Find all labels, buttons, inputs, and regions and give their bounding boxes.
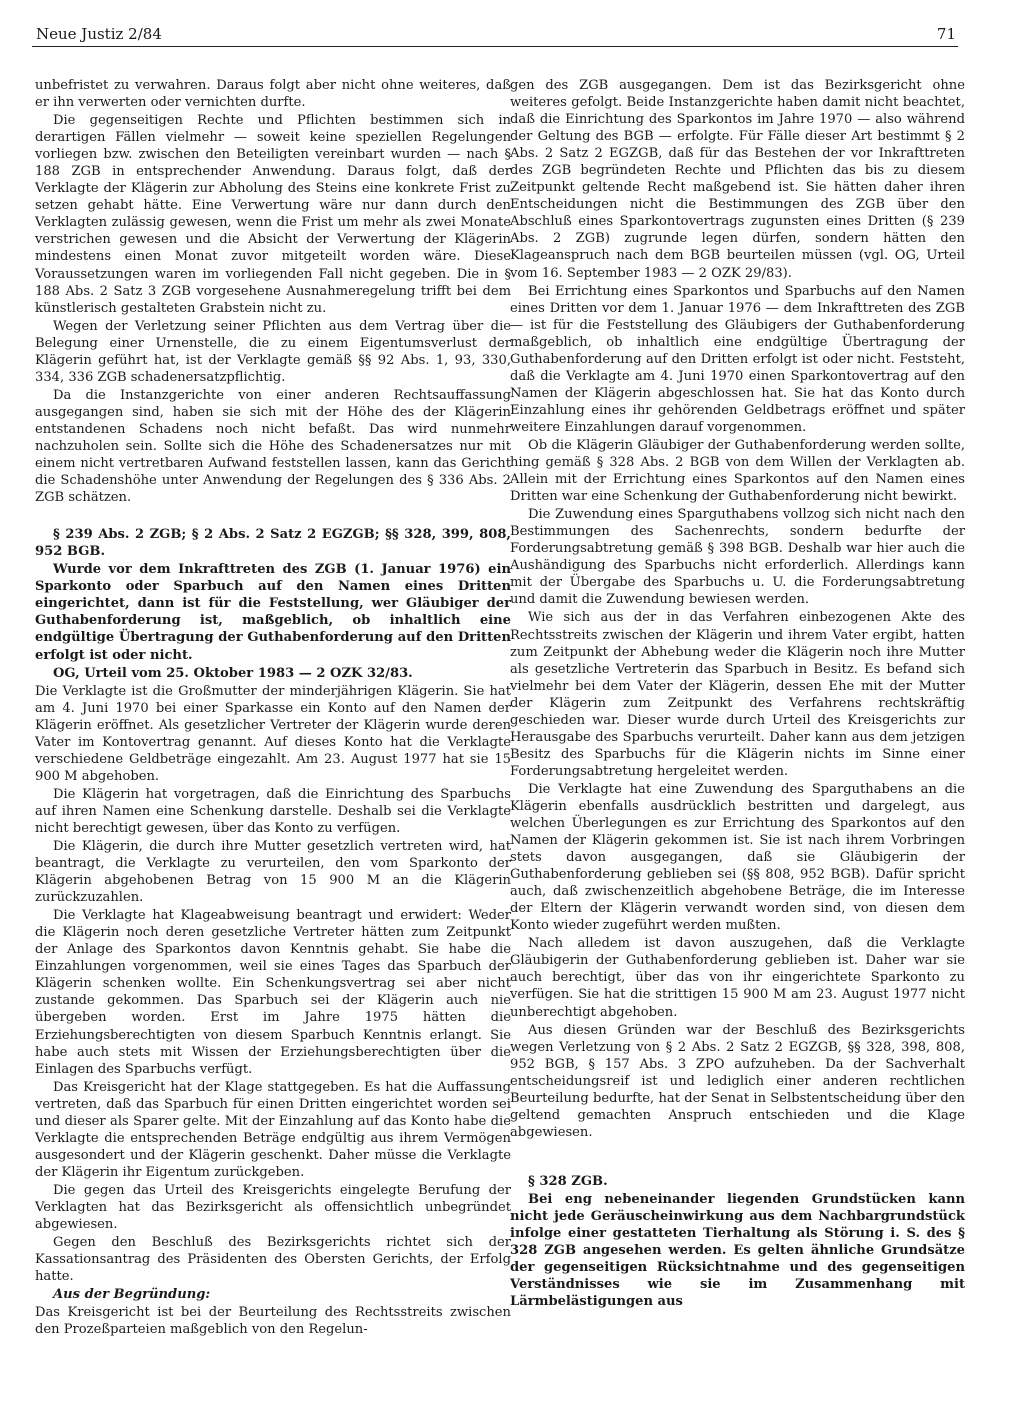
paragraph: gen des ZGB ausgegangen. Dem ist das Bezirksgericht ohne weiteres gefolgt. Beide Instanzgerichte haben damit nicht beachtet, daß die Einrichtung des Sparkontos im Jahre 1970 — also während der Geltung des BGB — erfolgte. Für Fälle dieser Art bestimmt § 2 Abs. 2 Satz 2 EGZGB, daß für das Bestehen der vor Inkrafttreten des ZGB begründeten Rechte und Pflichten das bis zu diesem Zeitpunkt geltende Recht maßgebend ist. Sie hätten daher ihren Entscheidungen nicht die Bestimmungen des ZGB über den Abschluß eines Sparkontovertrags zugunsten eines Dritten (§ 239 Abs. 2 ZGB) zugrunde legen dürfen, sondern hätten den Klageanspruch nach dem BGB beurteilen müssen (vgl. OG, Urteil vom 16. September 1983 — 2 OZK 29/83). <box>510 78 965 281</box>
page-number: 71 <box>936 25 956 43</box>
journal-title: Neue Justiz 2/84 <box>36 25 162 43</box>
reasons-heading: Aus der Begründung: <box>53 1287 211 1303</box>
paragraph: Die gegenseitigen Rechte und Pflichten bestimmen sich in derartigen Fällen vielmehr — soweit keine speziellen Regelungen vorliegen bzw. zwischen den Beteiligten vereinbart wurden — nach § 188 ZGB in entsprechender Anwendung. Daraus folgt, daß der Verklagte der Klägerin zur Abholung des Steins eine konkrete Frist zu setzen gehabt hätte. Eine Verwertung wäre nur dann durch den Verklagten zulässig gewesen, wenn die Frist um mehr als zwei Monate verstrichen gewesen und die Absicht der Verwertung der Klägerin mindestens einen Monat zuvor mitgeteilt worden wäre. Diese Voraussetzungen waren im vorliegenden Fall nicht gegeben. Die in § 188 Abs. 2 Satz 3 ZGB vorgesehene Ausnahmeregelung trifft bei dem künstlerisch gestalteten Grabstein nicht zu. <box>35 113 511 316</box>
paragraph: Wegen der Verletzung seiner Pflichten aus dem Vertrag über die Belegung einer Urnenstelle, die zu einem Eigentumsverlust der Klägerin geführt hat, ist der Verklagte gemäß §§ 92 Abs. 1, 93, 330, 334, 336 ZGB schadenersatzpflichtig. <box>35 318 511 385</box>
paragraph: Die Klägerin, die durch ihre Mutter gesetzlich vertreten wird, hat beantragt, die Verklagte zu verurteilen, den vom Sparkonto der Klägerin abgehobenen Betrag von 15 900 M an die Klägerin zurückzuzahlen. <box>35 839 511 906</box>
paragraph: Die Verklagte hat Klageabweisung beantragt und erwidert: Weder die Klägerin noch deren gesetzliche Vertreter hätten zum Zeitpunkt der Anlage des Sparkontos davon Kenntnis gehabt. Sie habe die Einzahlungen vorgenommen, weil sie eines Tages das Sparbuch der Klägerin schenken wollte. Ein Schenkungsvertrag sei aber nicht zustande gekommen. Das Sparbuch sei der Klägerin auch nie übergeben worden. Erst im Jahre 1975 hätten die Erziehungsberechtigten von diesem Sparbuch Kenntnis erlangt. Sie habe auch stets mit Wissen der Erziehungsberechtigten über die Einlagen des Sparbuchs verfügt. <box>35 908 511 1077</box>
page-header <box>32 22 958 47</box>
paragraph: Das Kreisgericht hat der Klage stattgegeben. Es hat die Auffassung vertreten, daß das Sparbuch für einen Dritten eingerichtet worden sei und dieser als Sparer gelte. Mit der Einzahlung auf das Konto habe die Verklagte die entsprechenden Beträge endgültig aus ihrem Vermögen ausgesondert und der Klägerin geschenkt. Daher müsse die Verklagte der Klägerin ihr Eigentum zurückgeben. <box>35 1079 511 1180</box>
paragraph: Ob die Klägerin Gläubiger der Guthabenforderung werden sollte, hing gemäß § 328 Abs. 2 BGB von dem Willen der Verklagten ab. Allein mit der Errichtung eines Sparkontos auf den Namen eines Dritten war eine Schenkung der Guthabenforderung nicht bewirkt. <box>510 437 965 505</box>
paragraph: Gegen den Beschluß des Bezirksgerichts richtet sich der Kassationsantrag des Präsidenten des Obersten Gerichts, der Erfolg hatte. <box>35 1235 511 1285</box>
paragraph: Aus diesen Gründen war der Beschluß des Bezirksgerichts wegen Verletzung von § 2 Abs. 2 Satz 2 EGZGB, §§ 328, 398, 808, 952 BGB, § 157 Abs. 3 ZPO aufzuheben. Da der Sachverhalt entscheidungsreif ist und lediglich einer anderen rechtlichen Beurteilung bedurfte, hat der Senat in Selbstentscheidung über den geltend gemachten Anspruch entschieden und die Klage abgewiesen. <box>510 1022 965 1140</box>
paragraph: Die Verklagte hat eine Zuwendung des Sparguthabens an die Klägerin ebenfalls ausdrücklich bestritten und dargelegt, aus welchen Überlegungen es zur Errichtung des Sparkontos auf den Namen der Klägerin gekommen ist. Sie ist nach ihrem Vorbringen stets davon ausgegangen, daß sie Gläubigerin der Guthabenforderung geblieben sei (§§ 808, 952 BGB). Dafür spricht auch, daß zwischenzeitlich abgehobene Beträge, die im Interesse der Eltern der Klägerin verwandt worden sind, von diesen dem Konto wieder zugeführt werden mußten. <box>510 781 965 934</box>
paragraph: Bei Errichtung eines Sparkontos und Sparbuchs auf den Namen eines Dritten vor dem 1. Januar 1976 — dem Inkrafttreten des ZGB — ist für die Feststellung des Gläubigers der Guthabenforderung maßgeblich, ob inhaltlich eine endgültige Übertragung der Guthabenforderung auf den Dritten erfolgt ist oder nicht. Feststeht, daß die Verklagte am 4. Juni 1970 einen Sparkontovertrag auf den Namen der Klägerin abgeschlossen hat. Sie hat das Konto durch Einzahlung eines ihr gehörenden Geldbetrags eröffnet und später weitere Einzahlungen darauf vorgenommen. <box>510 283 965 435</box>
paragraph: Nach alledem ist davon auszugehen, daß die Verklagte Gläubigerin der Guthabenforderung geblieben ist. Daher war sie auch berechtigt, über das von ihr eingerichtete Sparkonto zu verfügen. Sie hat die strittigen 15 900 M am 23. August 1977 nicht unberechtigt abgehoben. <box>510 936 965 1020</box>
paragraph: Die Klägerin hat vorgetragen, daß die Einrichtung des Sparbuchs auf ihren Namen eine Schenkung darstelle. Deshalb sei die Verklagte nicht berechtigt gewesen, über das Konto zu verfügen. <box>35 786 511 836</box>
paragraph: Das Kreisgericht ist bei der Beurteilung des Rechtsstreits zwischen den Prozeßparteien maßgeblich von den Regelun- <box>35 1305 511 1338</box>
headnote: Bei eng nebeneinander liegenden Grundstücken kann nicht jede Geräuscheinwirkung aus dem Nachbargrundstück infolge einer gestatteten Tierhaltung als Störung i. S. des § 328 ZGB angesehen werden. Es gelten ähnliche Grundsätze der gegenseitigen Rücksichtnahme und des gegenseitigen Verständnisses wie sie im Zusammenhang mit Lärmbelästigungen aus <box>510 1191 965 1310</box>
paragraph: Wie sich aus der in das Verfahren einbezogenen Akte des Rechtsstreits zwischen der Klägerin und ihrem Vater ergibt, hatten zum Zeitpunkt der Abhebung weder die Klägerin noch ihre Mutter als gesetzliche Vertreterin das Sparbuch in Besitz. Es befand sich vielmehr bei dem Vater der Klägerin, dessen Ehe mit der Mutter der Klägerin zum Zeitpunkt des Verfahrens rechtskräftig geschieden war. Dieser wurde durch Urteil des Kreisgerichts zur Herausgabe des Sparbuchs verurteilt. Daher kann aus dem jetzigen Besitz des Sparbuchs für die Klägerin nichts im Sinne einer Forderungsabtretung hergeleitet werden. <box>510 610 965 779</box>
paragraph: unbefristet zu verwahren. Daraus folgt aber nicht ohne weiteres, daß er ihn verwerten oder vernichten durfte. <box>35 78 511 111</box>
court-citation: OG, Urteil vom 25. Oktober 1983 — 2 OZK 32/83. <box>53 665 413 681</box>
right-column <box>510 77 965 1311</box>
left-column <box>35 77 511 1339</box>
case-heading: § 239 Abs. 2 ZGB; § 2 Abs. 2 Satz 2 EGZGB; §§ 328, 399, 808, 952 BGB. <box>35 527 511 560</box>
case-heading: § 328 ZGB. <box>528 1173 608 1189</box>
paragraph: Da die Instanzgerichte von einer anderen Rechtsauffassung ausgegangen sind, haben sie sich mit der Höhe des der Klägerin entstandenen Schadens noch nicht befaßt. Das wird nunmehr nachzuholen sein. Sollte sich die Höhe des Schadenersatzes nur mit einem nicht vertretbaren Aufwand feststellen lassen, kann das Gericht die Schadenshöhe unter Anwendung der Regelungen des § 336 Abs. 2 ZGB schätzen. <box>35 387 511 506</box>
paragraph: Die Zuwendung eines Sparguthabens vollzog sich nicht nach den Bestimmungen des Sachenrechts, sondern bedurfte der Forderungsabtretung gemäß § 398 BGB. Deshalb war hier auch die Aushändigung des Sparbuchs nicht erforderlich. Allerdings kann mit der Übergabe des Sparbuchs u. U. die Forderungsabtretung und damit die Zuwendung bewiesen werden. <box>510 507 965 608</box>
paragraph: Die gegen das Urteil des Kreisgerichts eingelegte Berufung der Verklagten hat das Bezirksgericht als offensichtlich unbegründet abgewiesen. <box>35 1182 511 1233</box>
headnote: Wurde vor dem Inkrafttreten des ZGB (1. Januar 1976) ein Sparkonto oder Sparbuch auf den Namen eines Dritten eingerichtet, dann ist für die Feststellung, wer Gläubiger der Guthabenforderung ist, maßgeblich, ob inhaltlich eine endgültige Übertragung der Guthabenforderung auf den Dritten erfolgt ist oder nicht. <box>35 562 511 663</box>
paragraph: Die Verklagte ist die Großmutter der minderjährigen Klägerin. Sie hat am 4. Juni 1970 bei einer Sparkasse ein Konto auf den Namen der Klägerin eröffnet. Als gesetzlicher Vertreter der Klägerin wurde deren Vater im Kontovertrag genannt. Auf dieses Konto hat die Verklagte verschiedene Geldbeträge eingezahlt. Am 23. August 1977 hat sie 15 900 M abgehoben. <box>35 683 511 784</box>
